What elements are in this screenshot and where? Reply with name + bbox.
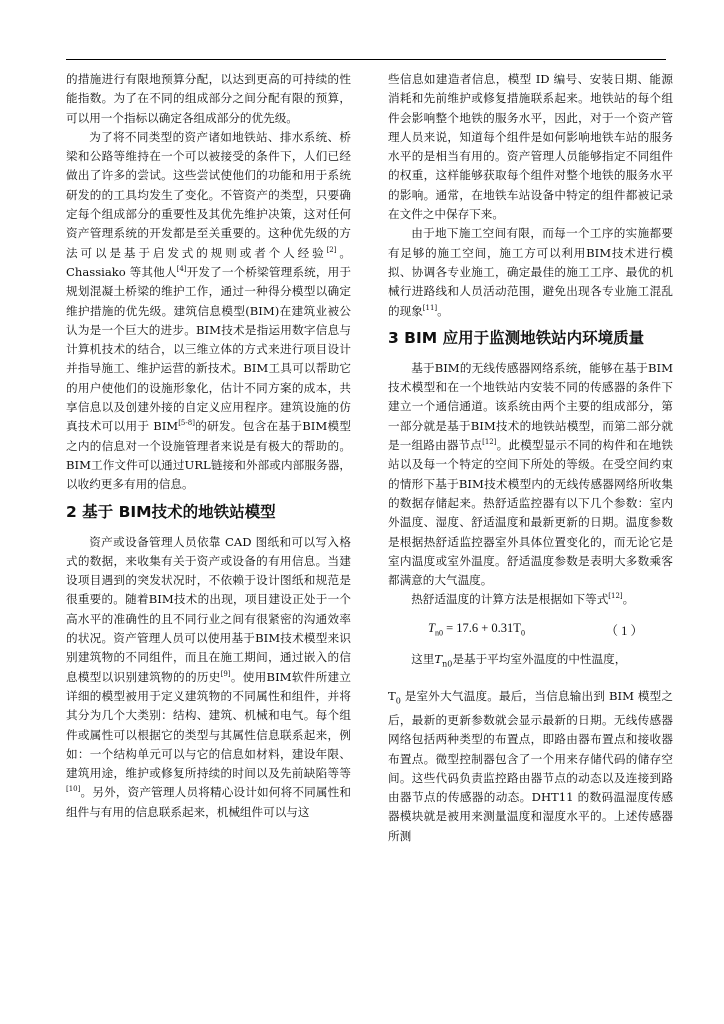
section-heading-3: 3 BIM 应用于监测地铁站内环境质量 [388, 328, 645, 347]
citation-9: [9] [220, 669, 231, 678]
left-column [66, 70, 351, 822]
paragraph-comfort-formula-intro: 热舒适温度的计算方法是根据如下等式[12]。 [411, 592, 635, 607]
equation-formula: $T_{n0} = 17.6 + 0.31T_0$ [428, 620, 525, 638]
equation-1 [388, 614, 673, 648]
citation-12: [12] [482, 438, 497, 447]
citation-2: [2] [326, 245, 337, 254]
header-rule [66, 59, 666, 60]
paragraph-budget: 的措施进行有限地预算分配，以达到更高的可持续的性能指数。为了在不同的组成部分之间分配有限的预算，可以用一个指标以确定各组成部分的优先级。 [66, 72, 351, 125]
citation-5-8: [5-8] [178, 419, 195, 428]
paragraph-wireless-sensor: 基于BIM的无线传感器网络系统，能够在基于BIM技术模型和在一个地铁站内安装不同的传感器的条件下建立一个通信通道。该系统由两个主要的组成部分，第一部分就是基于BIM技术的地铁站模型，而第二部分就是一组路由器节点[12]。此模型显示不同的构件和在地铁站以及每一个特定的空间下所处的等级。在受空间约束的情形下基于BIM技术模型内的无线传感器网络所收集的数据存储起来。热舒适监控器有以下几个参数：室内外温度、湿度、舒适温度和最新更新的日期。温度参数是根据热舒适监控器室外具体位置变化的，而无论它是室内温度或室外温度。舒适温度参数是表明大多数乘客都满意的大气温度。 [388, 360, 673, 588]
equation-number: （ 1 ） [605, 623, 643, 638]
citation-10: [10] [66, 785, 81, 794]
paragraph-asset-types: 为了将不同类型的资产诸如地铁站、排水系统、桥梁和公路等维持在一个可以被接受的条件下，人们已经做出了许多的尝试。这些尝试使他们的功能和用于系统研发的的工具均发生了变化。不管资产的类型，只要确定每个组成部分的重要性及其优先维护决策，这对任何资产管理系统的开发都是至关重要的。这种优先级的方法可以是基于启发式的规则或者个人经验[2]。Chassiako 等其他人[4]开发了一个桥梁管理系统，用于规划混凝土桥梁的维护工作，通过一种得分模型以确定维护措施的优先级。建筑信息模型(BIM)在建筑业被公认为是一个巨大的进步。BIM技术是指运用数字信息与计算机技术的结合，以三维立体的方式来进行项目设计并指导施工、维护运营的新技术。BIM工具可以帮助它的用户使他们的设施形象化，估计不同方案的成本，共享信息以及创建外接的自定义应用程序。建筑设施的仿真技术可以用于 BIM[5-8]的研发。包含在基于BIM模型之内的信息对一个设施管理者来说是有极大的帮助的。BIM工作文件可以通过URL链接和外部或内部服务器，以收约更多有用的信息。 [66, 129, 351, 492]
citation-11: [11] [422, 303, 438, 312]
paragraph-outdoor-temp: $T_0$ 是室外大气温度。最后，当信息输出到 BIM 模型之后，最新的更新参数就会显示最新的日期。无线传感器网络包括两种类型的布置点，即路由器布置点和接收器布置点。微型控制器包含了一个用来存储代码的储存空间。这些代码负责监控路由器节点的动态以及连接到路由器节点的传感器的动态。DHT11 的数码温湿度传感器模块就是被用来测量温度和湿度水平的。上述传感器所测 [388, 689, 674, 843]
right-column [388, 70, 673, 846]
paragraph-bim-model: 资产或设备管理人员依靠 CAD 图纸和可以写入格式的数据，来收集有关于资产或设备的有用信息。当建设项目遇到的突发状况时，不依赖于设计图纸和规范是很重要的。随着BIM技术的出现，项目建设正处于一个高水平的准确性的且不同行业之间有很紧密的沟通效率的状况。资产管理人员可以使用基于BIM技术模型来识别建筑物的不同组件，而且在施工期间，通过嵌入的信息模型以识别建筑物的的历史[9]。使用BIM软件所建立详细的模型被用于定义建筑物的不同属性和组件，并将其分为几个大类别：结构、建筑、机械和电气。每个组件或属性可以根据它的类型与其属性信息联系起来，例如：一个结构单元可以与它的信息如材料，建设年限、建筑用途，维护或修复所持续的时间以及先前缺陷等等[10]。另外，资产管理人员将精心设计如何将不同属性和组件与有用的信息联系起来，机械组件可以与这 [66, 534, 351, 819]
paragraph-component-info: 些信息如建造者信息，模型 ID 编号、安装日期、能源消耗和先前维护或修复措施联系起来。地铁站的每个组件会影响整个地铁的服务水平，因此，对于一个资产管理人员来说，知道每个组件是如何影响地铁车站的服务水平的是相当有用的。资产管理人员能够指定不同组件的权重，这样能够获取每个组件对整个地铁的服务水平的影响。通常，在地铁车站设备中特定的组件都被记录在文件之中保存下来。 [388, 72, 673, 222]
paragraph-construction-space: 由于地下施工空间有限，而每一个工序的实施都要有足够的施工空间，施工方可以利用BIM技术进行模拟、协调各专业施工，确定最佳的施工工序、最优的机械行进路线和人员活动范围，避免出现各专业施工混乱的现象[11]。 [388, 226, 673, 318]
paragraph-neutral-temp: 这里$T_{n0}$是基于平均室外温度的中性温度， [411, 651, 627, 669]
section-heading-2: 2 基于 BIM技术的地铁站模型 [66, 502, 276, 521]
citation-4: [4] [176, 265, 187, 274]
citation-12b: [12] [608, 592, 623, 601]
